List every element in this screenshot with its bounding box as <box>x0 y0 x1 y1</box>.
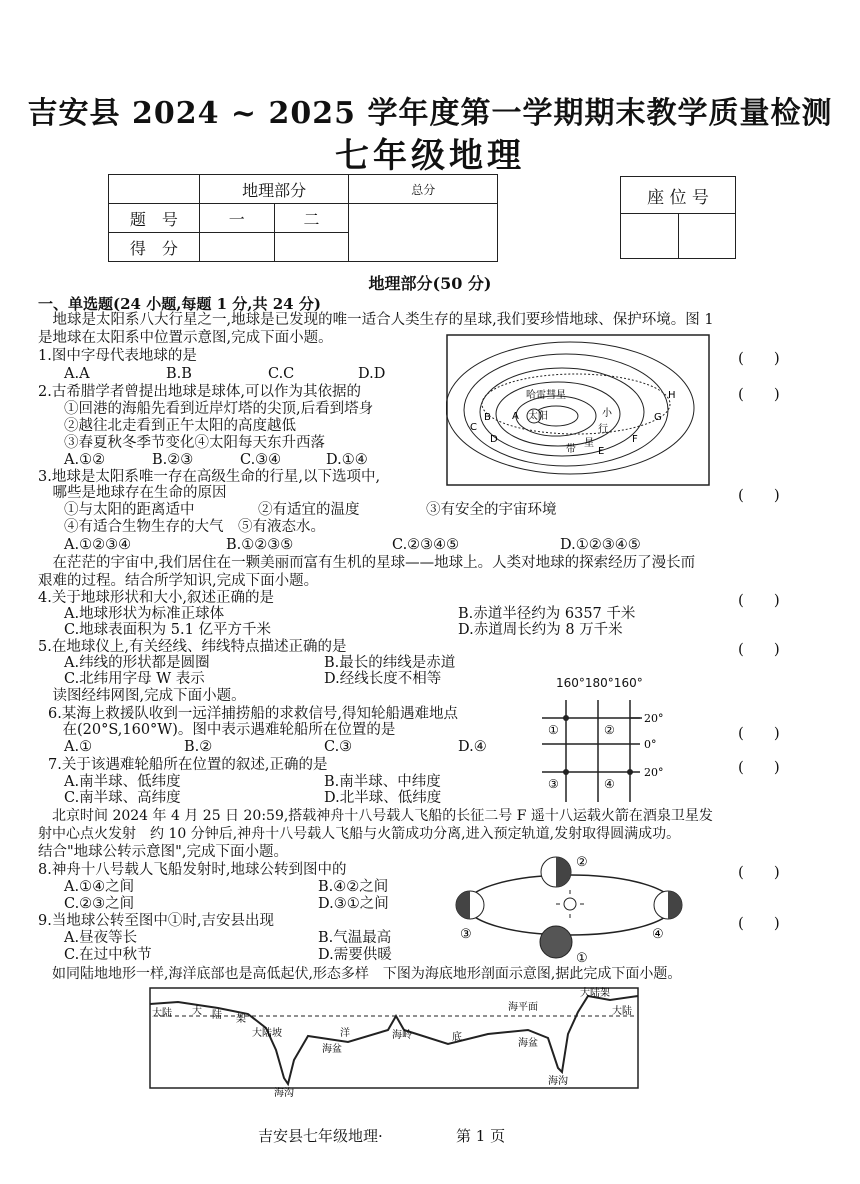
q2-option-c: C.③④ <box>240 452 282 468</box>
score-table <box>108 174 498 262</box>
q3-answer-paren: ( ) <box>738 486 780 504</box>
q7-option-d: D.北半球、低纬度 <box>324 790 442 806</box>
q5-option-c: C.北纬用字母 W 表示 <box>64 671 205 687</box>
intro4-line2: 射中心点火发射 约 10 分钟后,神舟十八号载人飞船与火箭成功分离,进入预定轨道,发射取得圆满成功。 <box>38 826 681 842</box>
q7-stem: 7.关于该遇难轮船所在位置的叙述,正确的是 <box>48 757 328 773</box>
q3-item-2: ②有适宜的温度 <box>258 502 360 518</box>
grid-lat-20s: 20° <box>644 766 664 779</box>
q8-option-d: D.③①之间 <box>318 896 389 912</box>
sea-label-basin-r: 海盆 <box>518 1038 538 1049</box>
seat-cell-2 <box>678 214 736 259</box>
planet-b: B <box>484 412 491 423</box>
q3-option-b: B.①②③⑤ <box>226 537 294 553</box>
sun-label: 太阳 <box>528 411 548 422</box>
section-heading: 地理部分(50 分) <box>368 274 492 293</box>
q9-stem: 9.当地球公转至图中①时,吉安县出现 <box>38 913 274 929</box>
q6-option-d: D.④ <box>458 739 487 755</box>
sea-label-continent-l: 大陆 <box>152 1008 172 1019</box>
q7-option-c: C.南半球、高纬度 <box>64 790 181 806</box>
seat-label: 座 位 号 <box>621 177 736 214</box>
grid-lat-20n: 20° <box>644 712 664 725</box>
q2-option-a: A.①② <box>64 452 106 468</box>
orbit-point-2: ② <box>576 855 588 870</box>
q2-stem: 2.古希腊学者曾提出地球是球体,可以作为其依据的 <box>38 384 361 400</box>
q2-item-3: ③春夏秋冬季节变化④太阳每天东升西落 <box>64 435 325 451</box>
q3-items-2: ④有适合生物生存的大气 ⑤有液态水。 <box>64 519 325 535</box>
planet-e: E <box>598 446 605 457</box>
intro4-line3: 结合"地球公转示意图",完成下面小题。 <box>38 844 288 860</box>
q6-option-c: C.③ <box>324 739 353 755</box>
planet-g: G <box>654 412 662 423</box>
seafloor-profile-diagram <box>148 986 640 1098</box>
belt-label-3: 星 <box>584 438 594 449</box>
q2-header: 二 <box>274 204 349 233</box>
belt-label-2: 行 <box>598 424 608 435</box>
intro4-line1: 北京时间 2024 年 4 月 25 日 20:59,搭载神舟十八号载人飞船的长征二号 F 遥十八运载火箭在酒泉卫星发 <box>38 808 713 824</box>
sea-label-lu: 陆 <box>212 1010 222 1021</box>
q2-answer-paren: ( ) <box>738 385 780 403</box>
q4-stem: 4.关于地球形状和大小,叙述正确的是 <box>38 590 274 606</box>
q7-option-b: B.南半球、中纬度 <box>324 774 441 790</box>
q2-item-1: ①回港的海船先看到近岸灯塔的尖顶,后看到塔身 <box>64 401 374 417</box>
q1-header: 一 <box>199 204 274 233</box>
q5-stem: 5.在地球仪上,有关经线、纬线特点描述正确的是 <box>38 639 347 655</box>
intro2-line1: 在茫茫的宇宙中,我们居住在一颗美丽而富有生机的星球——地球上。人类对地球的探索经历了漫长而 <box>38 555 696 571</box>
sea-label-continent-r: 大陆 <box>612 1006 632 1017</box>
q9-option-a: A.昼夜等长 <box>64 930 138 946</box>
solar-system-map <box>446 334 710 486</box>
intro5: 如同陆地地形一样,海洋底部也是高低起伏,形态多样 下图为海底地形剖面示意图,据此完成下面小题。 <box>38 966 682 982</box>
intro3: 读图经纬网图,完成下面小题。 <box>38 688 246 704</box>
q9-option-b: B.气温最高 <box>318 930 392 946</box>
q4-option-a: A.地球形状为标准正球体 <box>64 606 225 622</box>
belt-label-1: 小 <box>602 408 612 419</box>
belt-label-4: 带 <box>566 444 576 455</box>
grid-point-2: ② <box>604 723 615 737</box>
q7-answer-paren: ( ) <box>738 758 780 776</box>
planet-d: D <box>490 434 498 445</box>
seat-table <box>620 176 736 259</box>
q6-answer-paren: ( ) <box>738 724 780 742</box>
orbit-point-1: ① <box>576 951 588 966</box>
q1-option-a: A.A <box>64 366 90 382</box>
q6-option-b: B.② <box>184 739 213 755</box>
sea-label-yang: 洋 <box>340 1028 350 1039</box>
planet-f: F <box>632 434 638 445</box>
footer-left: 吉安县七年级地理· <box>258 1127 383 1145</box>
q9-option-d: D.需要供暖 <box>318 947 392 963</box>
q8-stem: 8.神舟十八号载人飞船发射时,地球公转到图中的 <box>38 862 347 878</box>
grid-lat-0: 0° <box>644 738 657 751</box>
total-header: 总分 <box>349 175 498 204</box>
q1-option-b: B.B <box>166 366 192 382</box>
intro1-line2: 是地球在太阳系中位置示意图,完成下面小题。 <box>38 330 333 346</box>
q9-option-c: C.在过中秋节 <box>64 947 152 963</box>
q5-answer-paren: ( ) <box>738 640 780 658</box>
q3-stem-2: 哪些是地球存在生命的原因 <box>38 485 227 501</box>
q2-option-d: D.①④ <box>326 452 368 468</box>
q1-option-d: D.D <box>358 366 386 382</box>
q3-option-a: A.①②③④ <box>64 537 132 553</box>
q2-item-2: ②越往北走看到正午太阳的高度越低 <box>64 418 296 434</box>
comet-label: 哈雷彗星 <box>526 390 566 401</box>
q3-item-3: ③有安全的宇宙环境 <box>426 502 557 518</box>
q1-stem: 1.图中字母代表地球的是 <box>38 348 197 364</box>
lat-lon-grid <box>536 690 676 810</box>
q3-item-1: ①与太阳的距离适中 <box>64 502 195 518</box>
q5-option-d: D.经线长度不相等 <box>324 671 442 687</box>
sea-label-trench-l: 海沟 <box>274 1088 294 1098</box>
q2-option-b: B.②③ <box>152 452 194 468</box>
q1-score-cell <box>199 233 274 262</box>
q6-option-a: A.① <box>64 739 93 755</box>
q8-option-c: C.②③之间 <box>64 896 135 912</box>
sea-label-sea-level: 海平面 <box>508 1002 538 1013</box>
q8-option-a: A.①④之间 <box>64 879 135 895</box>
q6-stem-2: 在(20°S,160°W)。图中表示遇难轮船所在位置的是 <box>48 722 396 738</box>
seat-cell-1 <box>621 214 679 259</box>
q4-answer-paren: ( ) <box>738 591 780 609</box>
orbit-point-4: ④ <box>652 927 664 942</box>
row-score-label: 得 分 <box>109 233 200 262</box>
q4-option-c: C.地球表面积为 5.1 亿平方千米 <box>64 622 271 638</box>
q5-option-a: A.纬线的形状都是圆圈 <box>64 655 210 671</box>
q6-stem-1: 6.某海上救援队收到一远洋捕捞船的求救信号,得知轮船遇难地点 <box>48 706 458 722</box>
exam-title: 吉安县 2024 ~ 2025 学年度第一学期期末教学质量检测 <box>27 96 833 131</box>
q4-option-b: B.赤道半径约为 6357 千米 <box>458 606 636 622</box>
planet-h: H <box>668 390 676 401</box>
q7-option-a: A.南半球、低纬度 <box>64 774 181 790</box>
grid-point-4: ④ <box>604 777 615 791</box>
grid-lon-labels: 160°180°160° <box>556 676 643 690</box>
q8-option-b: B.④②之间 <box>318 879 389 895</box>
intro2-line2: 艰难的过程。结合所学知识,完成下面小题。 <box>38 573 319 589</box>
q2-score-cell <box>274 233 349 262</box>
q3-stem-1: 3.地球是太阳系唯一存在高级生命的行星,以下选项中, <box>38 469 381 485</box>
sea-label-jia: 架 <box>236 1014 246 1025</box>
total-cell <box>349 204 498 262</box>
row-question-label: 题 号 <box>109 204 200 233</box>
planet-a: A <box>512 411 519 422</box>
sea-label-da: 大 <box>192 1006 202 1017</box>
q1-option-c: C.C <box>268 366 295 382</box>
q4-option-d: D.赤道周长约为 8 万千米 <box>458 622 623 638</box>
sea-label-slope: 大陆坡 <box>252 1028 282 1039</box>
intro1-line1: 地球是太阳系八大行星之一,地球是已发现的唯一适合人类生存的星球,我们要珍惜地球、保护环境。图 1 <box>38 312 714 328</box>
q9-answer-paren: ( ) <box>738 914 780 932</box>
sea-label-trench-r: 海沟 <box>548 1076 568 1087</box>
q5-option-b: B.最长的纬线是赤道 <box>324 655 456 671</box>
sea-label-shelf-r: 大陆架 <box>580 988 610 999</box>
footer-page: 第 1 页 <box>456 1127 506 1145</box>
q8-answer-paren: ( ) <box>738 863 780 881</box>
geo-part-header: 地理部分 <box>199 175 349 204</box>
grid-point-3: ③ <box>548 777 559 791</box>
earth-orbit-diagram <box>452 850 690 966</box>
q3-option-c: C.②③④⑤ <box>392 537 460 553</box>
exam-subtitle: 七年级地理 <box>335 136 525 176</box>
sea-label-ridge: 海岭 <box>392 1030 412 1041</box>
q3-option-d: D.①②③④⑤ <box>560 537 641 553</box>
grid-point-1: ① <box>548 723 559 737</box>
part1-heading: 一、单选题(24 小题,每题 1 分,共 24 分) <box>38 295 321 313</box>
orbit-point-3: ③ <box>460 927 472 942</box>
q1-answer-paren: ( ) <box>738 349 780 367</box>
sea-label-basin-l: 海盆 <box>322 1044 342 1055</box>
sea-label-di: 底 <box>452 1032 462 1043</box>
planet-c: C <box>470 422 477 433</box>
